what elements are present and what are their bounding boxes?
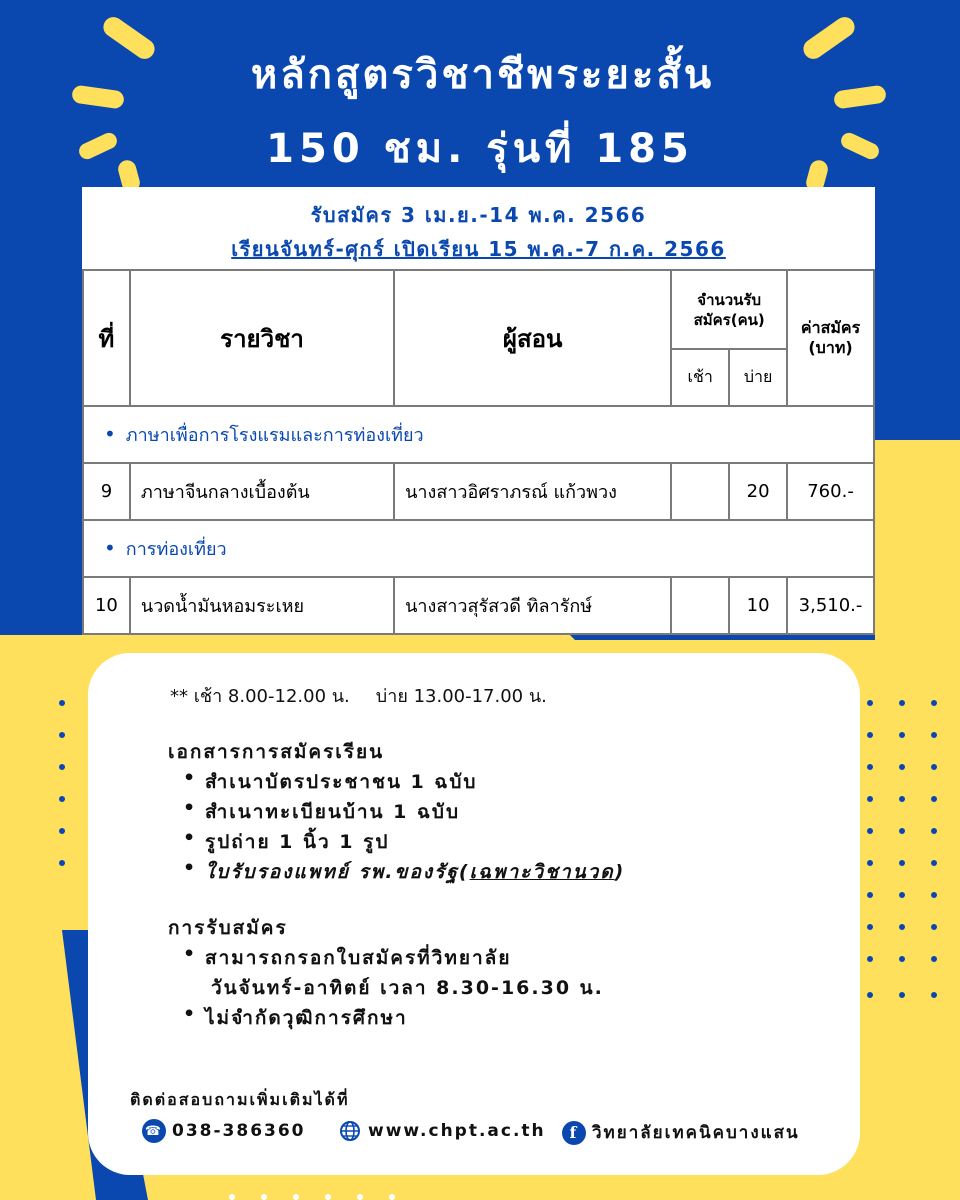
list-item-continued: วันจันทร์-อาทิตย์ เวลา 8.30-16.30 น. bbox=[211, 977, 604, 999]
course-table bbox=[82, 269, 875, 635]
hours-morning: ** เช้า 8.00-12.00 น. bbox=[170, 686, 350, 707]
cell-afternoon: 20 bbox=[729, 463, 787, 520]
bullet-icon: • bbox=[104, 422, 116, 446]
contact-website[interactable] bbox=[338, 1119, 546, 1143]
apply-period: รับสมัคร 3 เม.ย.-14 พ.ค. 2566 bbox=[310, 203, 647, 227]
header-morning: เช้า bbox=[671, 349, 729, 406]
apply-list bbox=[183, 943, 604, 1033]
header-capacity: จำนวนรับสมัคร(คน) bbox=[671, 270, 787, 349]
facebook-icon: f bbox=[562, 1121, 586, 1145]
contact-facebook[interactable] bbox=[562, 1119, 800, 1146]
header-afternoon: บ่าย bbox=[729, 349, 787, 406]
phone-icon: ☎ bbox=[142, 1119, 166, 1143]
category-label: ภาษาเพื่อการโรงแรมและการท่องเที่ยว bbox=[125, 425, 424, 446]
globe-icon bbox=[338, 1119, 362, 1143]
cell-fee: 3,510.- bbox=[787, 577, 874, 634]
website-link: www.chpt.ac.th bbox=[368, 1121, 546, 1141]
page-title: หลักสูตรวิชาชีพระยะสั้น bbox=[250, 52, 715, 98]
documents-title: เอกสารการสมัครเรียน bbox=[168, 741, 385, 763]
facebook-name: วิทยาลัยเทคนิคบางแสน bbox=[592, 1123, 800, 1143]
table-row bbox=[83, 577, 874, 634]
list-item: • สำเนาบัตรประชาชน 1 ฉบับ bbox=[183, 767, 625, 797]
class-hours bbox=[170, 681, 547, 710]
apply-title: การรับสมัคร bbox=[168, 917, 288, 939]
cell-subject: นวดน้ำมันหอมระเหย bbox=[130, 577, 394, 634]
hours-afternoon: บ่าย 13.00-17.00 น. bbox=[375, 686, 547, 707]
schedule-card bbox=[82, 187, 875, 269]
documents-list bbox=[183, 767, 625, 887]
bullet-icon: • bbox=[104, 536, 116, 560]
header-no: ที่ bbox=[83, 270, 130, 406]
cell-subject: ภาษาจีนกลางเบื้องต้น bbox=[130, 463, 394, 520]
cell-morning bbox=[671, 463, 729, 520]
contact-title: ติดต่อสอบถามเพิ่มเติมได้ที่ bbox=[130, 1090, 350, 1109]
page-subtitle: 150 ชม. รุ่นที่ 185 bbox=[266, 126, 694, 172]
cell-teacher: นางสาวสุรัสวดี ทิลารักษ์ bbox=[394, 577, 671, 634]
category-row bbox=[83, 406, 874, 463]
list-item: • ไม่จำกัดวุฒิการศึกษา bbox=[183, 1003, 604, 1033]
medical-cert-note: เฉพาะวิชานวด bbox=[469, 861, 615, 883]
list-item: • สามารถกรอกใบสมัครที่วิทยาลัย bbox=[183, 943, 604, 973]
cell-teacher: นางสาวอิศราภรณ์ แก้วพวง bbox=[394, 463, 671, 520]
category-row bbox=[83, 520, 874, 577]
cell-morning bbox=[671, 577, 729, 634]
table-row bbox=[83, 463, 874, 520]
header-teacher: ผู้สอน bbox=[394, 270, 671, 406]
header-fee: ค่าสมัคร (บาท) bbox=[787, 270, 874, 406]
list-item: • สำเนาทะเบียนบ้าน 1 ฉบับ bbox=[183, 797, 625, 827]
contact-phone[interactable] bbox=[142, 1119, 306, 1143]
cell-fee: 760.- bbox=[787, 463, 874, 520]
cell-no: 10 bbox=[83, 577, 130, 634]
header-subject: รายวิชา bbox=[130, 270, 394, 406]
phone-number: 038-386360 bbox=[172, 1121, 306, 1141]
list-item: • รูปถ่าย 1 นิ้ว 1 รูป bbox=[183, 827, 625, 857]
info-card bbox=[88, 653, 860, 1175]
cell-no: 9 bbox=[83, 463, 130, 520]
cell-afternoon: 10 bbox=[729, 577, 787, 634]
study-period: เรียนจันทร์-ศุกร์ เปิดเรียน 15 พ.ค.-7 ก.ค. 2566 bbox=[231, 237, 726, 261]
category-label: การท่องเที่ยว bbox=[125, 539, 227, 560]
list-item: • ใบรับรองแพทย์ รพ.ของรัฐ(เฉพาะวิชานวด) bbox=[183, 857, 625, 887]
